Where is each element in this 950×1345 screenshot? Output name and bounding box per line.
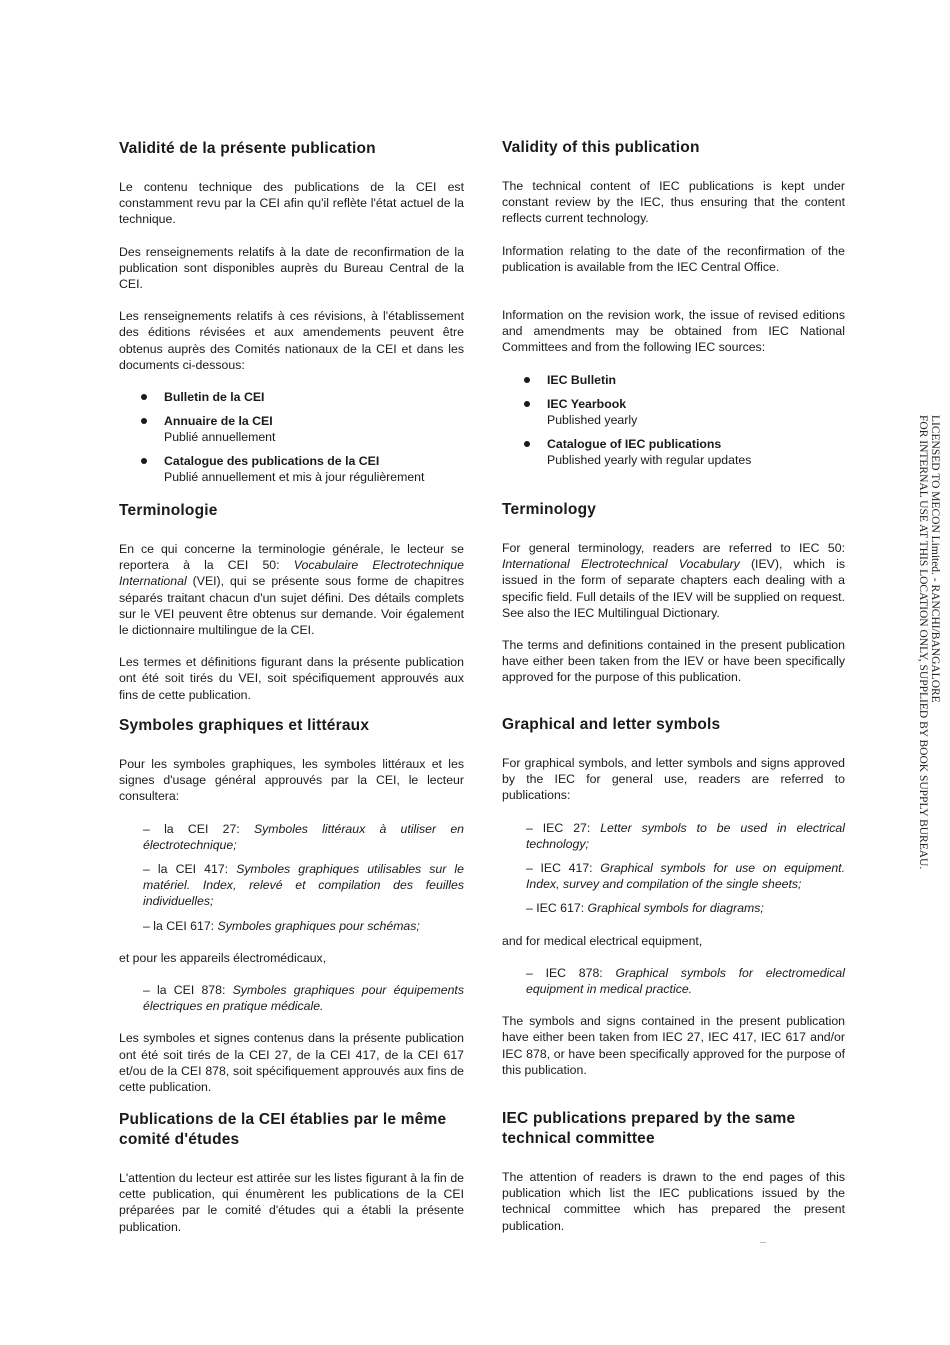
fr-committee-section <box>119 1110 464 1251</box>
license-line-2: FOR INTERNAL USE AT THIS LOCATION ONLY, SUPPLIED BY BOOK SUPPLY BUREAU. <box>917 415 929 870</box>
en-validity-p2: Information relating to the date of the reconfirmation of the publication is available from the IEC Central Office. <box>502 243 845 274</box>
fr-terminology-heading: Terminologie <box>119 502 218 519</box>
list-item: – IEC 617: Graphical symbols for diagrams; <box>526 901 764 916</box>
list-item: Bulletin de la CEI <box>141 389 464 405</box>
fr-terminology-section <box>119 501 464 719</box>
list-item: Annuaire de la CEI Publié annuellement <box>141 413 464 445</box>
fr-committee-heading: Publications de la CEI établies par le même comité d'études <box>119 1111 447 1148</box>
en-validity-p1: The technical content of IEC publications is kept under constant review by the IEC, thus ensuring that the content reflects current technology. <box>502 179 845 226</box>
fr-symbols-p1: Pour les symboles graphiques, les symboles littéraux et les signes d'usage général approuvés par la CEI, le lecteur consultera: <box>119 757 464 804</box>
en-symbols-p3: The symbols and signs contained in the present publication have either been taken from IEC 27, IEC 417, IEC 617 and/or IEC 878, or have been specifically approved for the purpose of this publication. <box>502 1014 845 1077</box>
en-committee-section <box>502 1109 845 1250</box>
fr-terminology-p2: Les termes et définitions figurant dans la présente publication ont été soit tirés du VEI, soit spécifiquement approuvés aux fins de cette publication. <box>119 655 464 702</box>
list-item: – IEC 27: Letter symbols to be used in electrical technology; <box>526 820 846 851</box>
fr-validity-p3: Les renseignements relatifs à ces révisions, à l'établissement des éditions révisées et aux amendements peuvent être obtenus auprès des Comités nationaux de la CEI et dans les documents ci-dessous: <box>119 309 464 372</box>
list-item: – la CEI 617: Symboles graphiques pour schémas; <box>143 918 420 933</box>
en-terminology-heading: Terminology <box>502 501 597 518</box>
en-committee-heading: IEC publications prepared by the same technical committee <box>502 1110 796 1147</box>
en-terminology-p1: For general terminology, readers are referred to IEC 50: International Electrotechnical Vocabulary (IEV), which is issued in the form of separate chapters each dealing with a specific field. Full details of the IEV will be supplied on request. See also the IEC Multilingual Dictionary. <box>502 541 845 620</box>
en-terminology-section <box>502 500 845 702</box>
list-item: – la CEI 27: Symboles littéraux à utiliser en électrotechnique; <box>143 821 464 852</box>
fr-sources-list <box>119 389 464 485</box>
en-terminology-p2: The terms and definitions contained in the present publication have either been taken from the IEV or have been specifically approved for the purpose of this publication. <box>502 638 845 685</box>
en-symbols-p2: and for medical electrical equipment, <box>502 933 703 948</box>
list-item: – IEC 417: Graphical symbols for use on equipment. Index, survey and compilation of the single sheets; <box>526 861 845 892</box>
en-validity-heading: Validity of this publication <box>502 139 700 156</box>
en-validity-section <box>502 138 845 476</box>
fr-committee-p1: L'attention du lecteur est attirée sur les listes figurant à la fin de cette publication, qui énumèrent les publications de la CEI préparées par le comité d'études qui a établi la présente publication. <box>119 1171 464 1234</box>
fr-symbols-p2: et pour les appareils électromédicaux, <box>119 950 327 965</box>
en-symbols-heading: Graphical and letter symbols <box>502 716 721 733</box>
fr-validity-heading: Validité de la présente publication <box>119 140 376 157</box>
fr-symbols-p3: Les symboles et signes contenus dans la présente publication ont été soit tirés de la CEI 27, de la CEI 417, de la CEI 617 et/ou de la CEI 878, soit spécifiquement approuvés aux fins de cette publication. <box>119 1031 464 1095</box>
en-sources-list <box>502 372 845 468</box>
list-item: – la CEI 878: Symboles graphiques pour équipements électriques en pratique médicale. <box>143 983 464 1014</box>
scan-speck <box>760 1242 766 1243</box>
list-item: Catalogue of IEC publications Published yearly with regular updates <box>524 436 845 468</box>
list-item: IEC Bulletin <box>524 372 845 388</box>
fr-terminology-p1: En ce qui concerne la terminologie générale, le lecteur se reportera à la CEI 50: Vocabulaire Electrotechnique International (VEI), qui se présente sous forme de chapitres séparés traitant chacun d'un sujet défini. Des détails complets sur le VEI peuvent être obtenus sur demande. Voir également le dictionnaire multilingue de la CEI. <box>119 542 464 638</box>
en-symbols-section <box>502 715 845 1094</box>
fr-validity-section <box>119 139 464 493</box>
fr-validity-p2: Des renseignements relatifs à la date de reconfirmation de la publication sont disponibles auprès du Bureau Central de la CEI. <box>119 244 464 292</box>
list-item: IEC Yearbook Published yearly <box>524 396 845 428</box>
license-line-1: LICENSED TO MECON Limited. - RANCHI/BANGALORE <box>929 415 941 703</box>
en-symbols-p1: For graphical symbols, and letter symbols and signs approved by the IEC for general use, readers are referred to publications: <box>502 756 845 803</box>
list-item: – IEC 878: Graphical symbols for electromedical equipment in medical practice. <box>526 965 845 997</box>
list-item: Catalogue des publications de la CEI Publié annuellement et mis à jour régulièrement <box>141 453 464 485</box>
fr-symbols-heading: Symboles graphiques et littéraux <box>119 717 370 734</box>
license-watermark <box>918 415 942 935</box>
en-committee-p1: The attention of readers is drawn to the end pages of this publication which list the IEC publications issued by the technical committee which has prepared the present publication. <box>502 1170 845 1233</box>
fr-validity-p1: Le contenu technique des publications de la CEI est constamment revu par la CEI afin qu'il reflète l'état actuel de la technique. <box>119 180 464 227</box>
list-item: – la CEI 417: Symboles graphiques utilisables sur le matériel. Index, relevé et compilation des feuilles individuelles; <box>143 862 465 909</box>
fr-symbols-section <box>119 716 464 1111</box>
en-validity-p3: Information on the revision work, the issue of revised editions and amendments may be obtained from IEC National Committees and from the following IEC sources: <box>502 308 845 355</box>
